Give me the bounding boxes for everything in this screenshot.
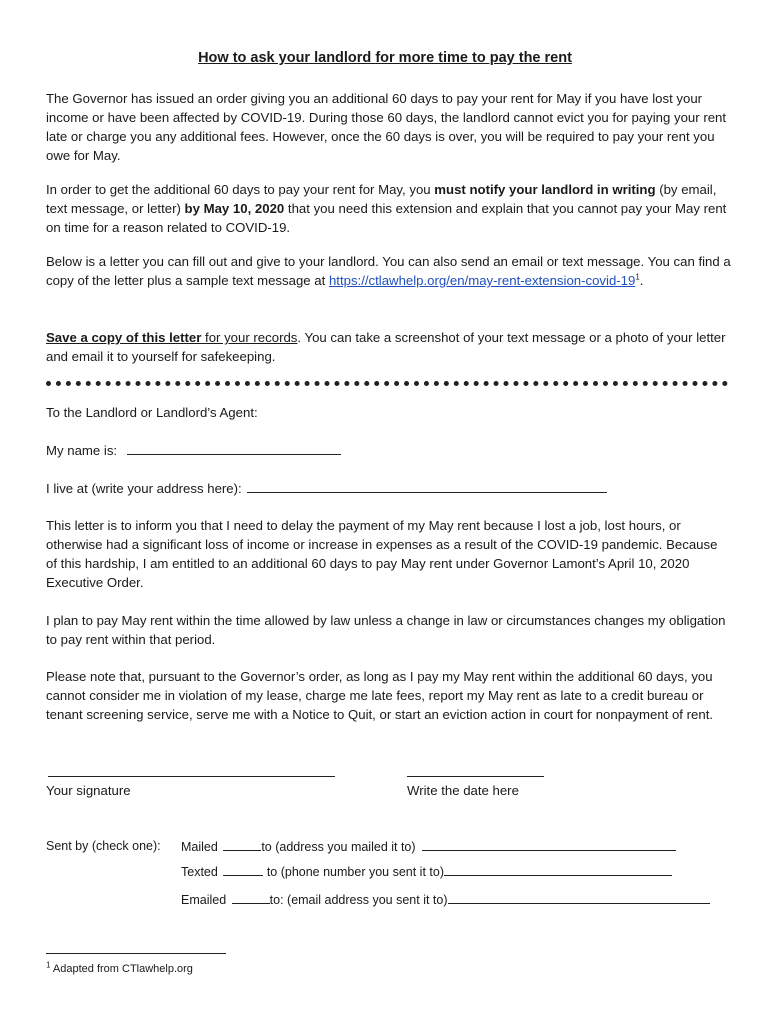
letter-body-3-text: Please note that, pursuant to the Governor’s order, as long as I pay my May rent within the additional 60 days, you cannot consider me in violation of my lease, charge me late fees, report my May rent as late to a credit bureau or tenant screening service, serve me with a Notice to Quit, or start an eviction action in court for nonpayment of rent. bbox=[46, 669, 714, 722]
letter-salutation: To the Landlord or Landlord’s Agent: bbox=[46, 405, 258, 420]
letter-body-paragraph-2 bbox=[46, 611, 726, 649]
emailed-row bbox=[181, 890, 710, 910]
footnote-text: Adapted from CTlawhelp.org bbox=[52, 963, 193, 975]
intro-p3-text: Below is a letter you can fill out and give to your landlord. You can also send an email or text message. You can find a copy of the letter plus a sample text message at bbox=[46, 254, 731, 288]
letter-body-1-text: This letter is to inform you that I need to delay the payment of my May rent because I lost a job, lost hours, or otherwise had a significant loss of income or increase in expenses as a result of the COVID-19 pandemic. Because of this hardship, I am entitled to an additional 60 days to pay May rent under Governor Lamont’s April 10, 2020 Executive Order. bbox=[46, 518, 718, 590]
for-records-text: for your records bbox=[201, 330, 298, 345]
mailed-row bbox=[181, 837, 676, 857]
date-label: Write the date here bbox=[407, 783, 519, 798]
sent-by-label: Sent by (check one): bbox=[46, 839, 161, 853]
signature-label: Your signature bbox=[46, 783, 131, 798]
intro-p2-text-e: that you need this extension and explain that you cannot pay your May rent on time for a reason related to COVID-19. bbox=[46, 201, 727, 235]
intro-p2-emphasis-notify: must notify your landlord in writing bbox=[434, 182, 656, 197]
save-copy-emphasis: Save a copy of this letter bbox=[46, 330, 202, 345]
name-blank-line[interactable] bbox=[127, 441, 341, 455]
letter-body-paragraph-3 bbox=[46, 667, 736, 724]
date-line[interactable] bbox=[407, 776, 544, 777]
name-row bbox=[46, 441, 341, 460]
ctlawhelp-link[interactable]: https://ctlawhelp.org/en/may-rent-extension-covid-19 bbox=[328, 273, 636, 288]
footnote-marker: 1 bbox=[635, 272, 640, 282]
mailed-checkbox-line[interactable] bbox=[223, 837, 261, 851]
address-label: I live at (write your address here): bbox=[46, 481, 242, 496]
intro-p2-text-c: (by email, text message, or letter) bbox=[46, 182, 717, 216]
dotted-divider bbox=[46, 381, 728, 386]
mailed-detail-label: to (address you mailed it to) bbox=[261, 840, 416, 854]
intro-p2-emphasis-deadline: by May 10, 2020 bbox=[184, 201, 285, 216]
intro-paragraph-1-text: The Governor has issued an order giving you an additional 60 days to pay your rent for May if you have lost your income or have been affected by COVID-19. During those 60 days, the landlord cannot evict you for paying your rent late or charge you any additional fees. However, once the 60 days is over, you will be required to pay your rent you owe for May. bbox=[46, 91, 727, 163]
emailed-checkbox-line[interactable] bbox=[232, 890, 270, 904]
letter-body-2-text: I plan to pay May rent within the time allowed by law unless a change in law or circumstances changes my obligation to pay rent within that period. bbox=[46, 613, 726, 647]
mailed-label: Mailed bbox=[181, 840, 218, 854]
emailed-address-line[interactable] bbox=[448, 890, 710, 904]
intro-paragraph-2 bbox=[46, 180, 736, 237]
texted-label: Texted bbox=[181, 865, 218, 879]
intro-paragraph-3 bbox=[46, 252, 736, 290]
name-label: My name is: bbox=[46, 443, 118, 458]
footnote-number: 1 bbox=[46, 960, 51, 970]
intro-p3-end: . bbox=[639, 273, 644, 288]
address-blank-line[interactable] bbox=[247, 479, 607, 493]
address-row bbox=[46, 479, 607, 498]
texted-phone-line[interactable] bbox=[444, 862, 672, 876]
intro-p2-text-a: In order to get the additional 60 days to pay your rent for May, you bbox=[46, 182, 435, 197]
texted-row bbox=[181, 862, 672, 882]
intro-p4-text: . You can take a screenshot of your text message or a photo of your letter and email it to yourself for safekeeping. bbox=[46, 330, 726, 364]
signature-line[interactable] bbox=[48, 776, 335, 777]
footnote-separator bbox=[46, 953, 226, 954]
texted-detail-label: to (phone number you sent it to) bbox=[266, 865, 444, 879]
intro-paragraph-4 bbox=[46, 328, 736, 366]
footnote bbox=[46, 960, 193, 975]
mailed-address-line[interactable] bbox=[422, 837, 676, 851]
intro-paragraph-1 bbox=[46, 89, 736, 165]
emailed-detail-label: to: (email address you sent it to) bbox=[269, 893, 448, 907]
page-title: How to ask your landlord for more time to pay the rent bbox=[198, 50, 572, 66]
letter-body-paragraph-1 bbox=[46, 516, 731, 592]
texted-checkbox-line[interactable] bbox=[223, 862, 263, 876]
emailed-label: Emailed bbox=[181, 893, 227, 907]
